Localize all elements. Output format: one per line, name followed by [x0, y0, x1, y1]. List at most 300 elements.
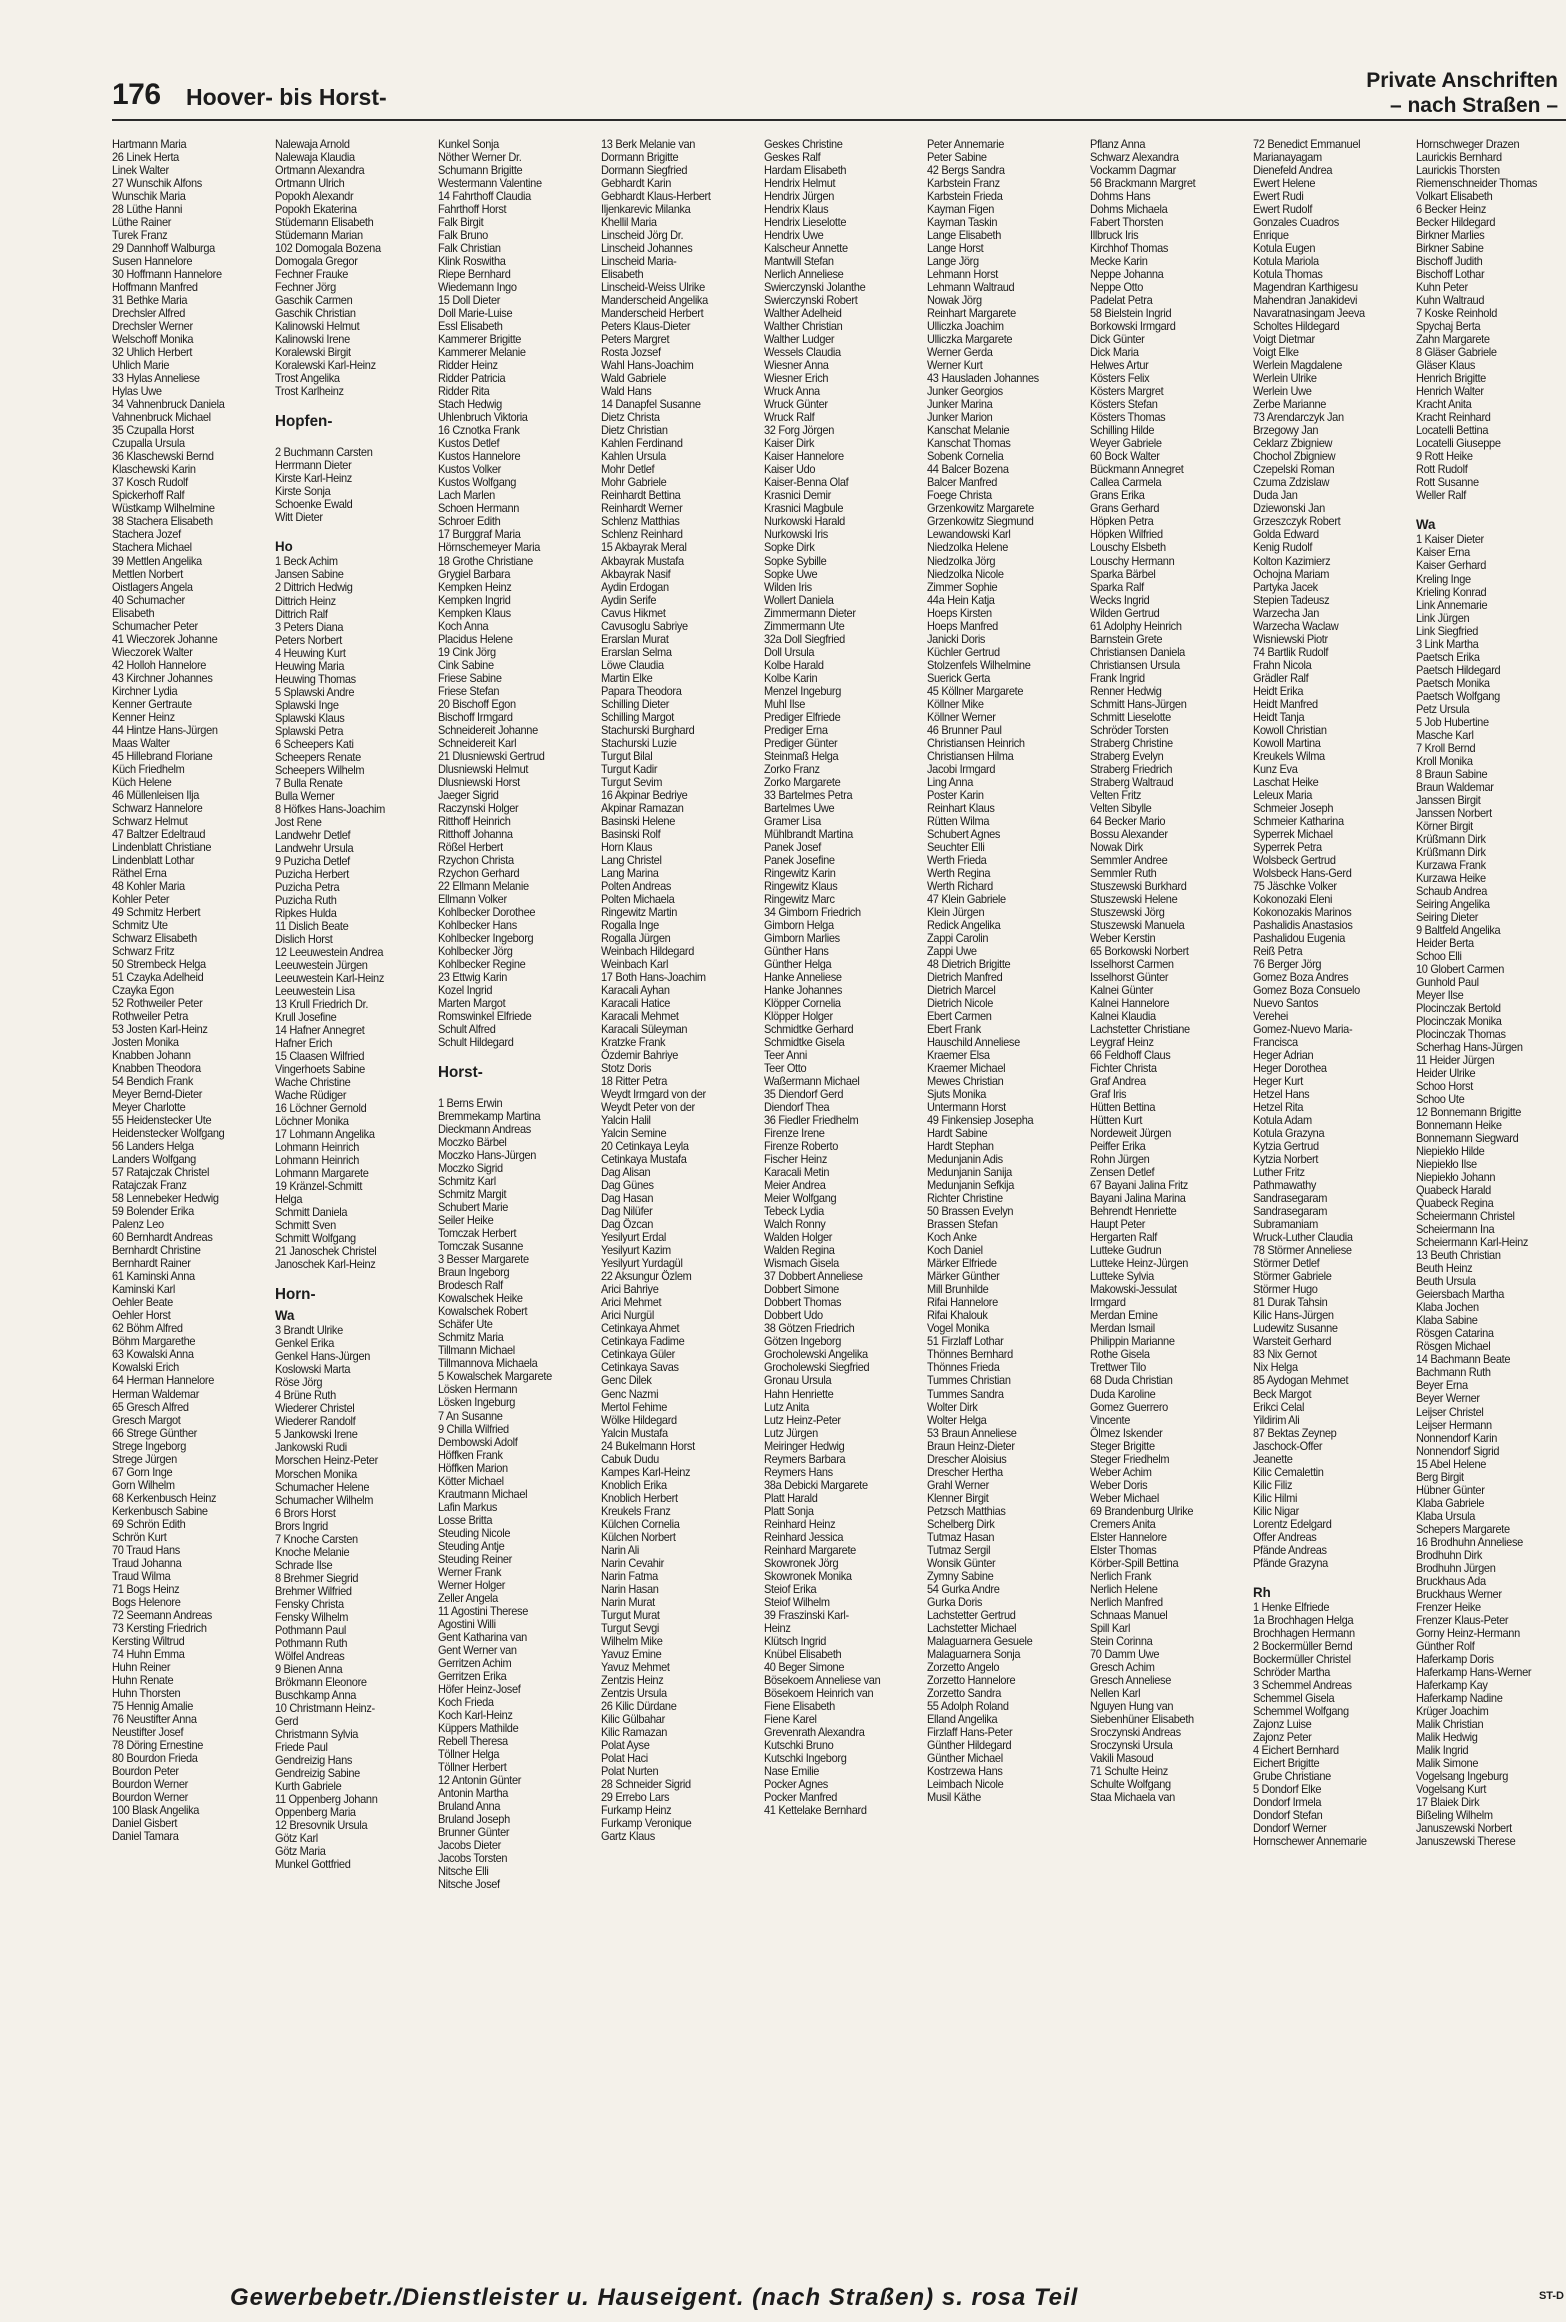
resident-entry: Kolton Kazimierz: [1253, 554, 1331, 568]
resident-entry: Günther Hildegard: [927, 1738, 1012, 1752]
resident-entry: Götzen Ingeborg: [764, 1335, 842, 1349]
resident-entry: Popokh Ekaterina: [275, 203, 357, 217]
resident-entry: Jacobi Irmgard: [927, 762, 996, 776]
resident-entry: Klein Jürgen: [927, 905, 985, 919]
resident-entry: Christiansen Daniela: [1090, 645, 1185, 659]
resident-entry: Lehmann Horst: [927, 268, 998, 282]
resident-entry: Duda Jan: [1253, 489, 1298, 503]
resident-entry: Ewert Rudolf: [1253, 203, 1313, 217]
resident-entry: Höffken Frank: [438, 1448, 503, 1462]
resident-entry: Hornschweger Drazen: [1416, 138, 1520, 151]
resident-entry: Verehei: [1253, 1010, 1289, 1024]
resident-entry: Ebert Frank: [927, 1023, 981, 1037]
resident-entry: 20 Cetinkaya Leyla: [601, 1140, 689, 1154]
resident-entry: Rzychon Christa: [438, 853, 514, 867]
resident-entry: Bogs Helenore: [112, 1595, 181, 1609]
resident-entry: Lorentz Edelgard: [1253, 1517, 1332, 1531]
resident-entry: 70 Traud Hans: [112, 1543, 180, 1557]
resident-entry: Gronau Ursula: [764, 1374, 832, 1388]
resident-entry: Bruland Joseph: [438, 1812, 510, 1826]
resident-entry: Nguyen Hung van: [1090, 1699, 1174, 1713]
resident-entry: Elisabeth: [112, 606, 155, 620]
resident-entry: Kirchner Lydia: [112, 684, 178, 698]
resident-entry: Bernhardt Christine: [112, 1244, 201, 1258]
resident-entry: Dag Nilüfer: [601, 1205, 653, 1219]
resident-entry: Reymers Hans: [764, 1465, 833, 1479]
directory-column: [927, 138, 1079, 2280]
resident-entry: Vakili Masoud: [1090, 1751, 1154, 1765]
resident-entry: Mantwill Stefan: [764, 255, 834, 269]
resident-entry: 53 Braun Anneliese: [927, 1426, 1017, 1440]
resident-entry: Klink Roswitha: [438, 255, 506, 269]
resident-entry: Munkel Gottfried: [275, 1857, 351, 1871]
resident-entry: 29 Dannhoff Walburga: [112, 242, 215, 256]
resident-entry: Christiansen Heinrich: [927, 736, 1025, 750]
resident-entry: 1 Henke Elfriede: [1253, 1600, 1330, 1614]
resident-entry: Oehler Beate: [112, 1296, 173, 1310]
resident-entry: Kempken Klaus: [438, 606, 511, 620]
resident-entry: 44a Hein Katja: [927, 593, 995, 607]
resident-entry: Schumann Brigitte: [438, 164, 523, 178]
resident-entry: Stotz Doris: [601, 1062, 652, 1076]
resident-entry: Oehler Horst: [112, 1309, 171, 1323]
resident-entry: Huhn Reiner: [112, 1660, 171, 1674]
resident-entry: Wölke Hildegard: [601, 1413, 677, 1427]
resident-entry: 22 Aksungur Özlem: [601, 1270, 692, 1284]
resident-entry: Zappi Carolin: [927, 931, 989, 945]
resident-entry: Störmer Gabriele: [1253, 1270, 1332, 1284]
district-heading: Ho: [275, 538, 293, 555]
resident-entry: Tebeck Lydia: [764, 1205, 824, 1219]
resident-entry: Wismach Gisela: [764, 1257, 839, 1271]
resident-entry: Kohlbecker Ingeborg: [438, 931, 534, 945]
resident-entry: Heidt Erika: [1253, 684, 1304, 698]
resident-entry: 2 Bockermüller Bernd: [1253, 1639, 1353, 1653]
resident-entry: Schelberg Dirk: [927, 1517, 995, 1531]
resident-entry: Thönnes Bernhard: [927, 1348, 1013, 1362]
resident-entry: Spychaj Berta: [1416, 320, 1481, 334]
resident-entry: Weber Achim: [1090, 1465, 1152, 1479]
resident-entry: Wruck Ralf: [764, 411, 815, 425]
resident-entry: Bonnemann Siegward: [1416, 1132, 1519, 1146]
resident-entry: Stüdemann Marian: [275, 229, 363, 243]
resident-entry: Morschen Monika: [275, 1467, 357, 1481]
resident-entry: Kotula Adam: [1253, 1114, 1312, 1128]
resident-entry: 3 Link Martha: [1416, 637, 1479, 651]
resident-entry: Grevenrath Alexandra: [764, 1725, 865, 1739]
resident-entry: Krüßmann Dirk: [1416, 832, 1486, 846]
resident-entry: 67 Bayani Jalina Fritz: [1090, 1179, 1188, 1193]
resident-entry: Steuding Reiner: [438, 1552, 513, 1566]
resident-entry: Schoo Ute: [1416, 1093, 1465, 1107]
resident-entry: Schäfer Ute: [438, 1318, 493, 1332]
resident-entry: Quabeck Harald: [1416, 1184, 1491, 1198]
resident-entry: Junker Marion: [927, 411, 993, 425]
resident-entry: Zimmermann Dieter: [764, 606, 856, 620]
resident-entry: Bischoff Lothar: [1416, 268, 1485, 282]
resident-entry: Ringewitz Marc: [764, 892, 835, 906]
resident-entry: Moczko Bärbel: [438, 1136, 507, 1150]
resident-entry: Ortmann Alexandra: [275, 164, 365, 178]
resident-entry: Karacali Mehmet: [601, 1010, 679, 1024]
resident-entry: 75 Jäschke Volker: [1253, 879, 1337, 893]
resident-entry: Zappi Uwe: [927, 944, 977, 958]
resident-entry: Heider Berta: [1416, 936, 1474, 950]
resident-entry: Leygraf Heinz: [1090, 1036, 1154, 1050]
section-title-line-1: Private Anschriften: [1366, 69, 1558, 92]
resident-entry: Scheiermann Christel: [1416, 1210, 1515, 1224]
resident-entry: Weller Ralf: [1416, 489, 1467, 503]
footer-note: Gewerbebetr./Dienstleister u. Hauseigent. (nach Straßen) s. rosa Teil: [230, 2284, 1079, 2311]
resident-entry: Krautmann Michael: [438, 1487, 528, 1501]
resident-entry: 50 Strembeck Helga: [112, 957, 206, 971]
resident-entry: Zajonz Peter: [1253, 1730, 1312, 1744]
resident-entry: Sobenk Cornelia: [927, 450, 1004, 464]
resident-entry: Thönnes Frieda: [927, 1361, 1000, 1375]
resident-entry: Elland Angelika: [927, 1712, 998, 1726]
resident-entry: 24 Bukelmann Horst: [601, 1439, 695, 1453]
resident-entry: Gent Werner van: [438, 1643, 517, 1657]
resident-entry: Arici Nurgül: [601, 1309, 654, 1323]
resident-entry: 18 Ritter Petra: [601, 1075, 668, 1089]
resident-entry: Schmitt Wolfgang: [275, 1232, 356, 1246]
resident-entry: Musil Käthe: [927, 1790, 981, 1804]
resident-entry: 14 Fahrthoff Claudia: [438, 190, 531, 204]
resident-entry: Fichter Christa: [1090, 1062, 1157, 1076]
resident-entry: Schoenke Ewald: [275, 498, 353, 512]
resident-entry: Leeuwestein Karl-Heinz: [275, 971, 385, 985]
resident-entry: Steiof Wilhelm: [764, 1595, 830, 1609]
resident-entry: Karacali Ayhan: [601, 984, 670, 998]
resident-entry: Kenner Gertraute: [112, 697, 192, 711]
resident-entry: Karbstein Frieda: [927, 190, 1003, 204]
resident-entry: 5 Jankowski Irene: [275, 1428, 358, 1442]
resident-entry: Kalnei Hannelore: [1090, 997, 1170, 1011]
resident-entry: 59 Bolender Erika: [112, 1205, 194, 1219]
resident-entry: Januszewski Therese: [1416, 1835, 1516, 1849]
resident-entry: Braun Heinz-Dieter: [927, 1439, 1015, 1453]
resident-entry: Locatelli Giuseppe: [1416, 437, 1501, 451]
resident-entry: Seiler Heike: [438, 1214, 494, 1228]
resident-entry: Schlenz Matthias: [601, 515, 680, 529]
resident-entry: 74 Bartlik Rudolf: [1253, 645, 1329, 659]
resident-entry: Höpken Wilfried: [1090, 528, 1163, 542]
resident-entry: Witt Dieter: [275, 511, 323, 525]
resident-entry: Steiof Erika: [764, 1582, 817, 1596]
resident-entry: Kreukels Franz: [601, 1504, 671, 1518]
resident-entry: Weyer Gabriele: [1090, 437, 1162, 451]
resident-entry: Hendrix Helmut: [764, 177, 836, 191]
resident-entry: Borkowski Irmgard: [1090, 320, 1176, 334]
resident-entry: Skowronek Monika: [764, 1569, 852, 1583]
resident-entry: Janssen Norbert: [1416, 806, 1492, 820]
resident-entry: Bourdon Werner: [112, 1777, 188, 1791]
resident-entry: Kohler Peter: [112, 892, 170, 906]
resident-entry: Krasnici Demir: [764, 489, 831, 503]
resident-entry: Gorny Heinz-Hermann: [1416, 1626, 1520, 1640]
resident-entry: Philippin Marianne: [1090, 1335, 1175, 1349]
resident-entry: [1416, 502, 1560, 515]
resident-entry: Heidt Manfred: [1253, 697, 1318, 711]
resident-entry: Medunjanin Adis: [927, 1153, 1003, 1167]
resident-entry: 56 Brackmann Margret: [1090, 177, 1196, 191]
resident-entry: Susen Hannelore: [112, 255, 193, 269]
resident-entry: Wruck Anna: [764, 385, 820, 399]
resident-entry: Losse Britta: [438, 1513, 493, 1527]
resident-entry: Callea Carmela: [1090, 476, 1162, 490]
resident-entry: Grzenkowitz Margarete: [927, 502, 1034, 516]
resident-entry: 73 Kersting Friedrich: [112, 1621, 207, 1635]
resident-entry: Werlein Magdalene: [1253, 359, 1343, 373]
resident-entry: Tummes Sandra: [927, 1387, 1004, 1401]
resident-entry: Seiring Angelika: [1416, 897, 1490, 911]
resident-entry: Malik Christian: [1416, 1717, 1484, 1731]
resident-entry: Lang Marina: [601, 866, 659, 880]
resident-entry: Christiansen Hilma: [927, 749, 1014, 763]
resident-entry: Drechsler Werner: [112, 320, 193, 334]
resident-entry: Landwehr Detlef: [275, 828, 351, 842]
resident-entry: Paetsch Wolfgang: [1416, 689, 1500, 703]
resident-entry: Lafin Markus: [438, 1500, 498, 1514]
resident-entry: Panek Josef: [764, 840, 821, 854]
resident-entry: Kersting Wiltrud: [112, 1634, 185, 1648]
resident-entry: 35 Czupalla Horst: [112, 424, 194, 438]
resident-entry: Niedzolka Helene: [927, 541, 1009, 555]
resident-entry: Plocinczak Thomas: [1416, 1028, 1506, 1042]
resident-entry: Iljenkarevic Milanka: [601, 203, 691, 217]
resident-entry: Fensky Christa: [275, 1597, 344, 1611]
resident-entry: Malaguarnera Sonja: [927, 1647, 1021, 1661]
resident-entry: Nöther Werner Dr.: [438, 151, 522, 165]
resident-entry: Karbstein Franz: [927, 177, 1000, 191]
resident-entry: Helwes Artur: [1090, 359, 1149, 373]
resident-entry: 56 Landers Helga: [112, 1140, 194, 1154]
resident-entry: Gresch Margot: [112, 1413, 181, 1427]
resident-entry: Lehmann Waltraud: [927, 281, 1015, 295]
resident-entry: Czuma Zdzislaw: [1253, 476, 1330, 490]
resident-entry: Zensen Detlef: [1090, 1166, 1155, 1180]
resident-entry: Niepiekło Hilde: [1416, 1145, 1485, 1159]
resident-entry: 18 Grothe Christiane: [438, 554, 533, 568]
resident-entry: Kreukels Wilma: [1253, 749, 1325, 763]
resident-entry: Weinbach Hildegard: [601, 944, 695, 958]
resident-entry: Platt Sonja: [764, 1504, 814, 1518]
resident-entry: Horn Klaus: [601, 840, 653, 854]
resident-entry: 34 Gimborn Friedrich: [764, 905, 861, 919]
resident-entry: 37 Dobbert Anneliese: [764, 1270, 863, 1284]
resident-entry: Basinski Rolf: [601, 827, 661, 841]
resident-entry: Gebhardt Klaus-Herbert: [601, 190, 711, 204]
resident-entry: 37 Kosch Rudolf: [112, 476, 188, 490]
resident-entry: Rott Rudolf: [1416, 463, 1468, 477]
resident-entry: Kahlen Ursula: [601, 450, 666, 464]
resident-entry: Kirste Sonja: [275, 485, 331, 499]
resident-entry: Hoeps Manfred: [927, 619, 998, 633]
directory-columns: [112, 138, 1566, 2280]
resident-entry: Turek Franz: [112, 229, 168, 243]
resident-entry: Lewandowski Karl: [927, 528, 1011, 542]
resident-entry: Kilic Nigar: [1253, 1504, 1299, 1518]
resident-entry: 26 Kilic Dürdane: [601, 1699, 677, 1713]
resident-entry: Akbayrak Mustafa: [601, 554, 684, 568]
resident-entry: Merdan Emine: [1090, 1309, 1158, 1323]
resident-entry: Junker Marina: [927, 398, 993, 412]
resident-entry: Zorzetto Angelo: [927, 1660, 1000, 1674]
resident-entry: Krüger Joachim: [1416, 1704, 1489, 1718]
resident-entry: 66 Feldhoff Claus: [1090, 1049, 1171, 1063]
resident-entry: 16 Brodhuhn Anneliese: [1416, 1535, 1523, 1549]
resident-entry: Knabben Theodora: [112, 1062, 201, 1076]
resident-entry: Arici Mehmet: [601, 1296, 662, 1310]
resident-entry: 38a Debicki Margarete: [764, 1478, 868, 1492]
resident-entry: Kirchhof Thomas: [1090, 242, 1169, 256]
resident-entry: Plocinczak Monika: [1416, 1015, 1502, 1029]
resident-entry: Kurzawa Frank: [1416, 858, 1486, 872]
resident-entry: Tomczak Herbert: [438, 1227, 517, 1241]
resident-entry: Nowak Jörg: [927, 294, 982, 308]
resident-entry: Velten Sibylle: [1090, 801, 1152, 815]
resident-entry: Bischoff Judith: [1416, 255, 1483, 269]
resident-entry: 30 Hoffmann Hannelore: [112, 268, 222, 282]
resident-entry: Kozel Ingrid: [438, 984, 493, 998]
resident-entry: Kurth Gabriele: [275, 1779, 342, 1793]
resident-entry: Gebhardt Karin: [601, 177, 672, 191]
resident-entry: Hendrix Uwe: [764, 229, 824, 243]
resident-entry: Grahl Werner: [927, 1478, 989, 1492]
resident-entry: 1a Brochhagen Helga: [1253, 1613, 1354, 1627]
resident-entry: Stüdemann Elisabeth: [275, 216, 374, 230]
resident-entry: Schumacher Peter: [112, 619, 198, 633]
resident-entry: Splawski Klaus: [275, 711, 345, 725]
resident-entry: Schemmel Gisela: [1253, 1691, 1335, 1705]
resident-entry: 3 Besser Margarete: [438, 1253, 529, 1267]
resident-entry: Kösters Stefan: [1090, 398, 1158, 412]
resident-entry: Fechner Frauke: [275, 268, 349, 282]
resident-entry: Werner Gerda: [927, 346, 993, 360]
resident-entry: Oistlagers Angela: [112, 580, 193, 594]
resident-entry: Schmitt Daniela: [275, 1206, 348, 1220]
resident-entry: Akbayrak Nasif: [601, 567, 671, 581]
street-heading: Hopfen-: [275, 413, 333, 431]
resident-entry: Wiesner Anna: [764, 359, 829, 373]
resident-entry: Ridder Heinz: [438, 359, 498, 373]
resident-entry: Kowalski Erich: [112, 1361, 179, 1375]
resident-entry: Cetinkaya Güler: [601, 1348, 675, 1362]
resident-entry: Dick Günter: [1090, 333, 1145, 347]
resident-entry: [275, 433, 419, 446]
resident-entry: Niepiekło Ilse: [1416, 1158, 1477, 1172]
resident-entry: Meyer Ilse: [1416, 989, 1464, 1002]
resident-entry: Brodhuhn Dirk: [1416, 1548, 1483, 1562]
resident-entry: Polat Ayse: [601, 1738, 650, 1752]
resident-entry: 3 Brandt Ulrike: [275, 1324, 343, 1338]
resident-entry: 9 Chilla Wilfried: [438, 1422, 509, 1436]
resident-entry: Daniel Gisbert: [112, 1817, 178, 1831]
resident-entry: Niedzolka Jörg: [927, 554, 996, 568]
resident-entry: Werner Frank: [438, 1565, 502, 1579]
resident-entry: Beuth Ursula: [1416, 1275, 1476, 1289]
resident-entry: 74 Huhn Emma: [112, 1647, 185, 1661]
resident-entry: Peters Margret: [601, 333, 670, 347]
resident-entry: Schubert Agnes: [927, 827, 1001, 841]
resident-entry: 58 Bielstein Ingrid: [1090, 307, 1172, 321]
resident-entry: Romswinkel Elfriede: [438, 1010, 532, 1024]
resident-entry: Czayka Egon: [112, 984, 174, 998]
resident-entry: Zorzetto Hannelore: [927, 1673, 1016, 1687]
resident-entry: Karacali Süleyman: [601, 1023, 688, 1037]
resident-entry: 12 Bonnemann Brigitte: [1416, 1106, 1522, 1120]
resident-entry: 11 Dislich Beate: [275, 919, 349, 933]
resident-entry: Koralewski Karl-Heinz: [275, 359, 376, 373]
resident-entry: Wieczorek Walter: [112, 645, 193, 659]
resident-entry: Dondorf Stefan: [1253, 1808, 1323, 1822]
resident-entry: 16 Löchner Gernold: [275, 1102, 367, 1116]
resident-entry: Reinhardt Bettina: [601, 489, 681, 503]
resident-entry: Fabert Thorsten: [1090, 216, 1164, 230]
resident-entry: Narin Fatma: [601, 1569, 658, 1583]
resident-entry: Kilic Ramazan: [601, 1725, 668, 1739]
resident-entry: Schilling Hilde: [1090, 424, 1155, 438]
resident-entry: Hardt Sabine: [927, 1127, 988, 1141]
resident-entry: Eichert Brigitte: [1253, 1756, 1320, 1770]
resident-entry: 32a Doll Siegfried: [764, 632, 845, 646]
resident-entry: Helga: [275, 1193, 303, 1207]
resident-entry: Puzicha Petra: [275, 880, 340, 894]
resident-entry: 8 Gläser Gabriele: [1416, 346, 1497, 360]
resident-entry: Ewert Rudi: [1253, 190, 1304, 204]
resident-entry: Körner Birgit: [1416, 819, 1473, 833]
resident-entry: Padelat Petra: [1090, 294, 1153, 308]
resident-entry: Steger Brigitte: [1090, 1439, 1155, 1453]
resident-entry: 17 Lohmann Angelika: [275, 1128, 375, 1142]
resident-entry: Lüthe Rainer: [112, 216, 172, 230]
resident-entry: Wruck Günter: [764, 398, 828, 412]
resident-entry: Weber Doris: [1090, 1478, 1148, 1492]
resident-entry: Kroll Monika: [1416, 754, 1473, 768]
resident-entry: Kytzia Norbert: [1253, 1153, 1319, 1167]
resident-entry: Kerkenbusch Sabine: [112, 1504, 208, 1518]
resident-entry: 9 Baltfeld Angelika: [1416, 923, 1501, 937]
resident-entry: Kohlbecker Hans: [438, 918, 517, 932]
resident-entry: Beuth Heinz: [1416, 1262, 1473, 1276]
resident-entry: Meyer Bernd-Dieter: [112, 1088, 203, 1102]
resident-entry: 4 Brüne Ruth: [275, 1389, 336, 1403]
resident-entry: Luther Fritz: [1253, 1166, 1305, 1180]
resident-entry: 68 Duda Christian: [1090, 1374, 1173, 1388]
resident-entry: Bösekoem Anneliese van: [764, 1673, 881, 1687]
resident-entry: Löchner Monika: [275, 1115, 349, 1129]
resident-entry: 23 Ettwig Karin: [438, 971, 508, 984]
resident-entry: Bourdon Peter: [112, 1764, 179, 1778]
resident-entry: Mewes Christian: [927, 1075, 1004, 1089]
resident-entry: Furkamp Veronique: [601, 1817, 692, 1831]
resident-entry: Kytzia Gertrud: [1253, 1140, 1319, 1154]
resident-entry: Richter Christine: [927, 1192, 1003, 1206]
resident-entry: Schmitz Maria: [438, 1331, 504, 1345]
resident-entry: Schmitt Hans-Jürgen: [1090, 697, 1187, 711]
resident-entry: 6 Becker Heinz: [1416, 203, 1487, 217]
resident-entry: Schwarz Helmut: [112, 814, 188, 828]
resident-entry: Kustos Detlef: [438, 437, 500, 451]
resident-entry: Kilic Gülbahar: [601, 1712, 665, 1726]
resident-entry: 44 Hintze Hans-Jürgen: [112, 723, 218, 737]
resident-entry: Brochhagen Hermann: [1253, 1626, 1355, 1640]
resident-entry: Frenzer Heike: [1416, 1600, 1481, 1614]
resident-entry: Dondorf Irmela: [1253, 1795, 1322, 1809]
resident-entry: Böhm Margarethe: [112, 1335, 196, 1349]
resident-entry: Erikci Celal: [1253, 1400, 1305, 1414]
resident-entry: 7 An Susanne: [438, 1409, 503, 1423]
